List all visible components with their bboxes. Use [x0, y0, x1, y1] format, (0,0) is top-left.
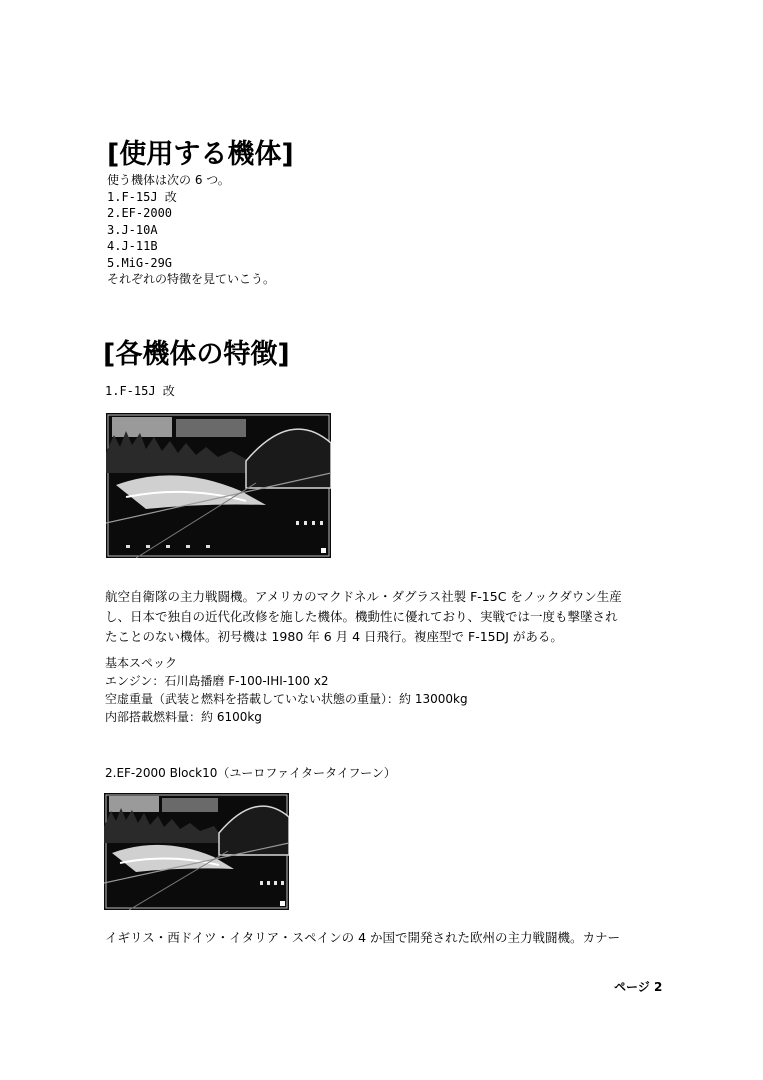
- aircraft-2-title: 2.EF-2000 Block10（ユーロファイタータイフーン）: [105, 766, 396, 780]
- aircraft-1-title: 1.F-15J 改: [105, 384, 175, 398]
- spec-item: 内部搭載燃料量：約 6100kg: [105, 710, 262, 724]
- spec-item: 空虚重量（武装と燃料を搭載していない状態の重量）：約 13000kg: [105, 692, 468, 706]
- list-item: 4.J-11B: [107, 239, 158, 253]
- description-line: し、日本で独自の近代化改修を施した機体。機動性に優れており、実戦では一度も撃墜され: [105, 609, 618, 624]
- aircraft-1-description: [105, 587, 622, 647]
- list-item: 3.J-10A: [107, 222, 158, 237]
- game-screenshot-f15j: [106, 413, 331, 558]
- page-number: ページ 2: [614, 980, 663, 994]
- section-heading-aircraft-used: [使用する機体]: [107, 139, 294, 170]
- description-line: 航空自衛隊の主力戦闘機。アメリカのマクドネル・ダグラス社製 F-15C をノックダウン生産: [105, 589, 622, 604]
- list-item: 5.MiG-29G: [107, 255, 173, 270]
- aircraft-1-specs: [105, 654, 468, 726]
- spec-item: エンジン：石川島播磨 F-100-IHI-100 x2: [105, 674, 329, 688]
- aircraft-2-description: [105, 928, 620, 948]
- list-item: 1.F-15J 改: [107, 189, 177, 204]
- section-heading-aircraft-features: [各機体の特徴]: [103, 339, 290, 370]
- game-screenshot-ef2000: [104, 793, 289, 910]
- aircraft-list-block: [107, 172, 275, 288]
- description-line: イギリス・西ドイツ・イタリア・スペインの 4 か国で開発された欧州の主力戦闘機。カナー: [105, 930, 621, 945]
- specs-title: 基本スペック: [105, 656, 178, 670]
- intro-text: 使う機体は次の 6 つ。: [107, 173, 230, 187]
- description-line: たことのない機体。初号機は 1980 年 6 月 4 日飛行。複座型で F-15DJ がある。: [105, 629, 563, 644]
- outro-text: それぞれの特徴を見ていこう。: [107, 272, 276, 286]
- list-item: 2.EF-2000: [107, 206, 173, 220]
